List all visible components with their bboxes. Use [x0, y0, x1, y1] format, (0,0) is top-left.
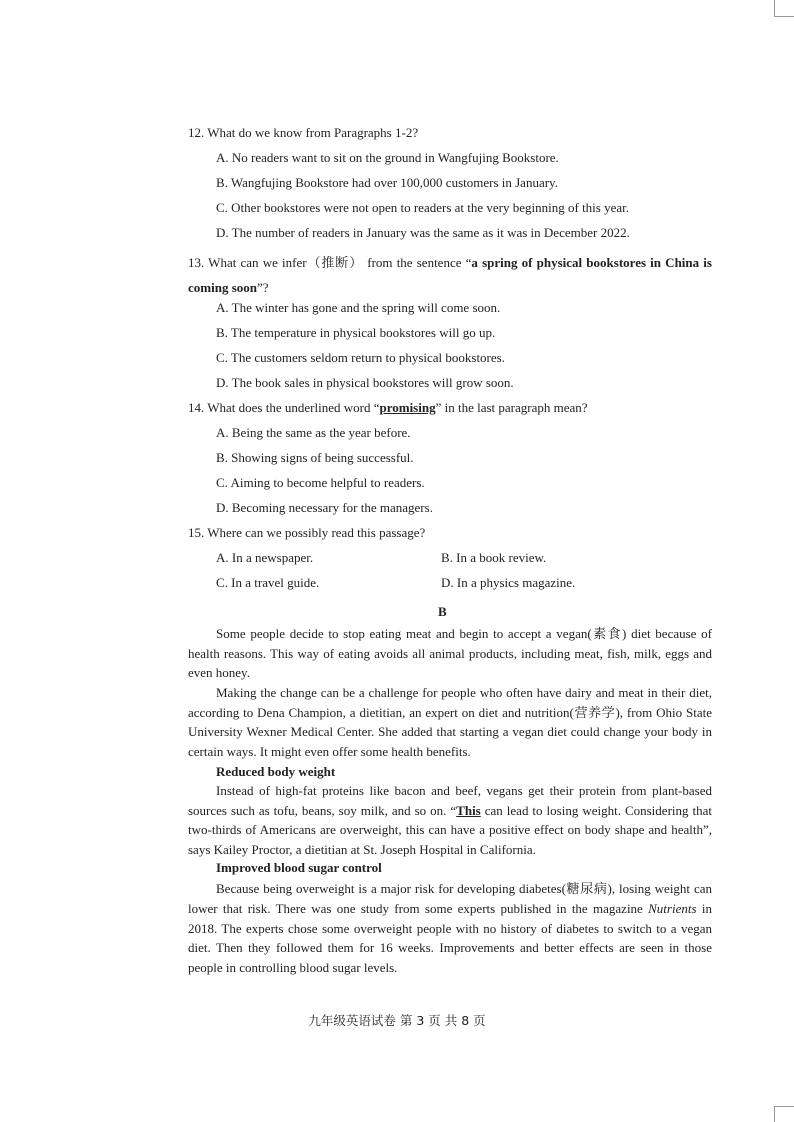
q13-stem-pre: 13. What can we infer（推断） from the sentence “ [188, 255, 472, 270]
crop-mark-top-right [774, 0, 775, 16]
question-14-stem [188, 400, 588, 416]
q13-stem-post: ”? [256, 280, 269, 295]
passage-paragraph-2 [188, 683, 712, 761]
page-footer: 九年级英语试卷 第 3 页 共 8 页 [308, 1013, 486, 1028]
q15-option-b: B. In a book review. [441, 550, 547, 565]
q12-option-d: D. The number of readers in January was the same as it was in December 2022. [216, 225, 630, 240]
q13-stem-quote: a spring of physical bookstores in China is coming soon [188, 255, 712, 295]
q13-option-b: B. The temperature in physical bookstores will go up. [216, 325, 496, 340]
q12-option-b: B. Wangfujing Bookstore had over 100,000 customers in January. [216, 175, 558, 190]
q14-underlined-word: promising [379, 400, 436, 415]
q14-option-c: C. Aiming to become helpful to readers. [216, 475, 425, 490]
passage-paragraph-3 [188, 781, 712, 859]
q15-option-d: D. In a physics magazine. [441, 575, 576, 590]
p4-magazine-name: Nutrients [648, 900, 697, 916]
q15-option-c: C. In a travel guide. [216, 575, 320, 590]
q14-stem-pre: 14. What does the underlined word “ [188, 400, 380, 415]
q13-option-c: C. The customers seldom return to physical bookstores. [216, 350, 505, 365]
subheading-blood-sugar: Improved blood sugar control [216, 860, 382, 875]
question-15-stem: 15. Where can we possibly read this passage? [188, 525, 426, 540]
passage-paragraph-1 [188, 624, 712, 683]
p3-underlined-this: This [456, 802, 481, 818]
p2-text: Making the change can be a challenge for people who often have dairy and meat in their diet, according to Dena Champion, a dietitian, an expert on diet and nutrition(营养学), from Ohio State University Wexner Medical Center. She added that starting a vegan diet could change your body in certain ways. It might even offer some health benefits. [188, 685, 712, 759]
p3-post: can lead to losing weight. Considering that two-thirds of Americans are overweight, this can have a positive effect on body shape and health”, says Kailey Proctor, a dietitian at St. Joseph Hospital in California. [188, 802, 713, 857]
p1-text: Some people decide to stop eating meat and begin to accept a vegan(素食) diet because of health reasons. This way of eating avoids all animal products, including meat, fish, milk, eggs and even honey. [188, 626, 712, 680]
q12-option-a: A. No readers want to sit on the ground in Wangfujing Bookstore. [216, 150, 559, 165]
q15-option-a: A. In a newspaper. [216, 550, 314, 565]
question-13-stem [188, 250, 712, 300]
subheading-reduced-body-weight: Reduced body weight [216, 764, 336, 779]
q14-option-b: B. Showing signs of being successful. [216, 450, 414, 465]
q13-option-a: A. The winter has gone and the spring will come soon. [216, 300, 501, 315]
q13-option-d: D. The book sales in physical bookstores will grow soon. [216, 375, 514, 390]
p3-pre: Instead of high-fat proteins like bacon and beef, vegans get their protein from plant-based sources such as tofu, beans, soy milk, and so on. “ [188, 783, 712, 818]
q14-stem-post: ” in the last paragraph mean? [435, 400, 588, 415]
crop-mark-bottom-right [774, 1106, 775, 1122]
q14-option-a: A. Being the same as the year before. [216, 425, 411, 440]
crop-mark-bottom-right-h [774, 1106, 794, 1107]
p4-pre: Because being overweight is a major risk for developing diabetes(糖尿病), losing weight can lower that risk. There was one study from some experts published in the magazine [188, 881, 712, 916]
p4-post: in 2018. The experts chose some overweight people with no history of diabetes to switch to a vegan diet. Then they followed them for 16 weeks. Improvements and better effects are seen in those people in controlling blood sugar levels. [188, 900, 712, 976]
question-12-stem: 12. What do we know from Paragraphs 1-2? [188, 125, 419, 140]
q14-option-d: D. Becoming necessary for the managers. [216, 500, 433, 515]
crop-mark-top-right-h [774, 16, 794, 17]
passage-paragraph-4 [188, 879, 712, 978]
q12-option-c: C. Other bookstores were not open to readers at the very beginning of this year. [216, 200, 629, 215]
section-b-label: B [438, 604, 447, 619]
